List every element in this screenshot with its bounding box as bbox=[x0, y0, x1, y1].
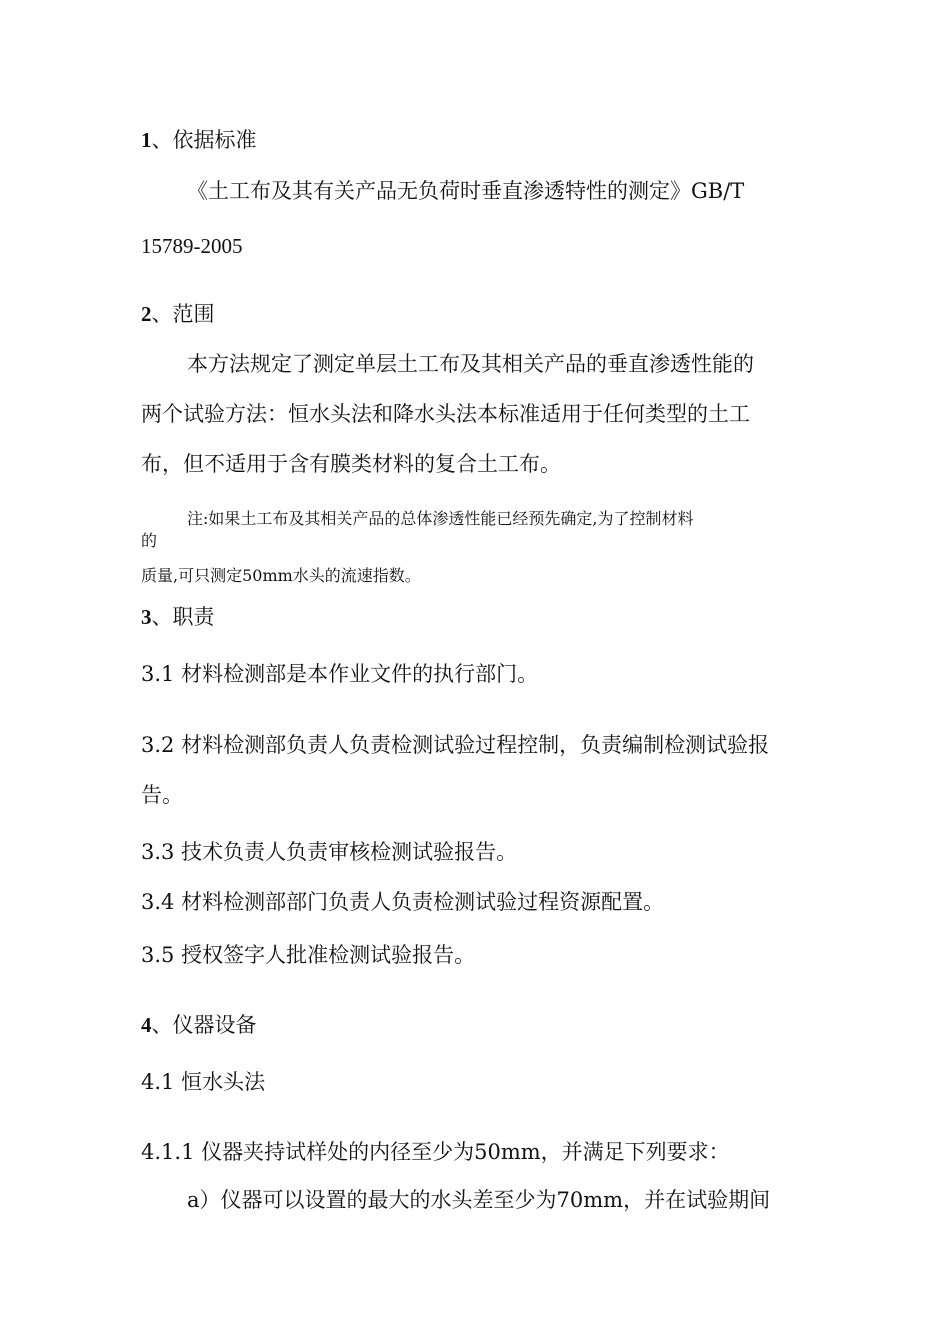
note-line: 的 bbox=[141, 531, 158, 550]
responsibility-item: 3.2 材料检测部负责人负责检测试验过程控制，负责编制检测试验报 bbox=[141, 733, 770, 757]
section-title: 、仪器设备 bbox=[151, 1013, 257, 1037]
subsection-item: 4.1.1 仪器夹持试样处的内径至少为50mm，并满足下列要求： bbox=[141, 1140, 730, 1164]
scope-paragraph-line: 布，但不适用于含有膜类材料的复合土工布。 bbox=[141, 452, 561, 476]
standard-reference-line-2: 15789-2005 bbox=[141, 234, 243, 258]
section-title: 、职责 bbox=[151, 605, 215, 629]
section-number: 4 bbox=[141, 1013, 152, 1037]
responsibility-item: 3.5 授权签字人批准检测试验报告。 bbox=[141, 943, 476, 967]
responsibility-item: 3.1 材料检测部是本作业文件的执行部门。 bbox=[141, 662, 539, 686]
scope-paragraph-line: 两个试验方法：恒水头法和降水头法本标准适用于任何类型的土工 bbox=[141, 402, 750, 426]
section-title: 、依据标准 bbox=[151, 128, 257, 152]
note-line: 质量,可只测定50mm水头的流速指数。 bbox=[141, 566, 421, 585]
requirement-item: a）仪器可以设置的最大的水头差至少为70mm，并在试验期间 bbox=[187, 1188, 771, 1212]
section-3-heading bbox=[141, 603, 215, 631]
standard-reference-line-1: 《土工布及其有关产品无负荷时垂直渗透特性的测定》GB/T bbox=[187, 179, 745, 203]
section-4-heading bbox=[141, 1011, 257, 1039]
scope-paragraph-line: 本方法规定了测定单层土工布及其相关产品的垂直渗透性能的 bbox=[187, 352, 754, 376]
section-number: 2 bbox=[141, 302, 152, 326]
section-title: 、范围 bbox=[151, 302, 215, 326]
section-2-heading bbox=[141, 300, 215, 328]
responsibility-item: 3.3 技术负责人负责审核检测试验报告。 bbox=[141, 840, 518, 864]
subsection-heading: 4.1 恒水头法 bbox=[141, 1070, 266, 1094]
note-line: 注:如果土工布及其相关产品的总体渗透性能已经预先确定,为了控制材料 bbox=[187, 509, 694, 528]
section-number: 1 bbox=[141, 128, 152, 152]
responsibility-item: 3.4 材料检测部部门负责人负责检测试验过程资源配置。 bbox=[141, 890, 665, 914]
section-1-heading bbox=[141, 126, 257, 154]
section-number: 3 bbox=[141, 605, 152, 629]
responsibility-item-continued: 告。 bbox=[141, 783, 183, 807]
